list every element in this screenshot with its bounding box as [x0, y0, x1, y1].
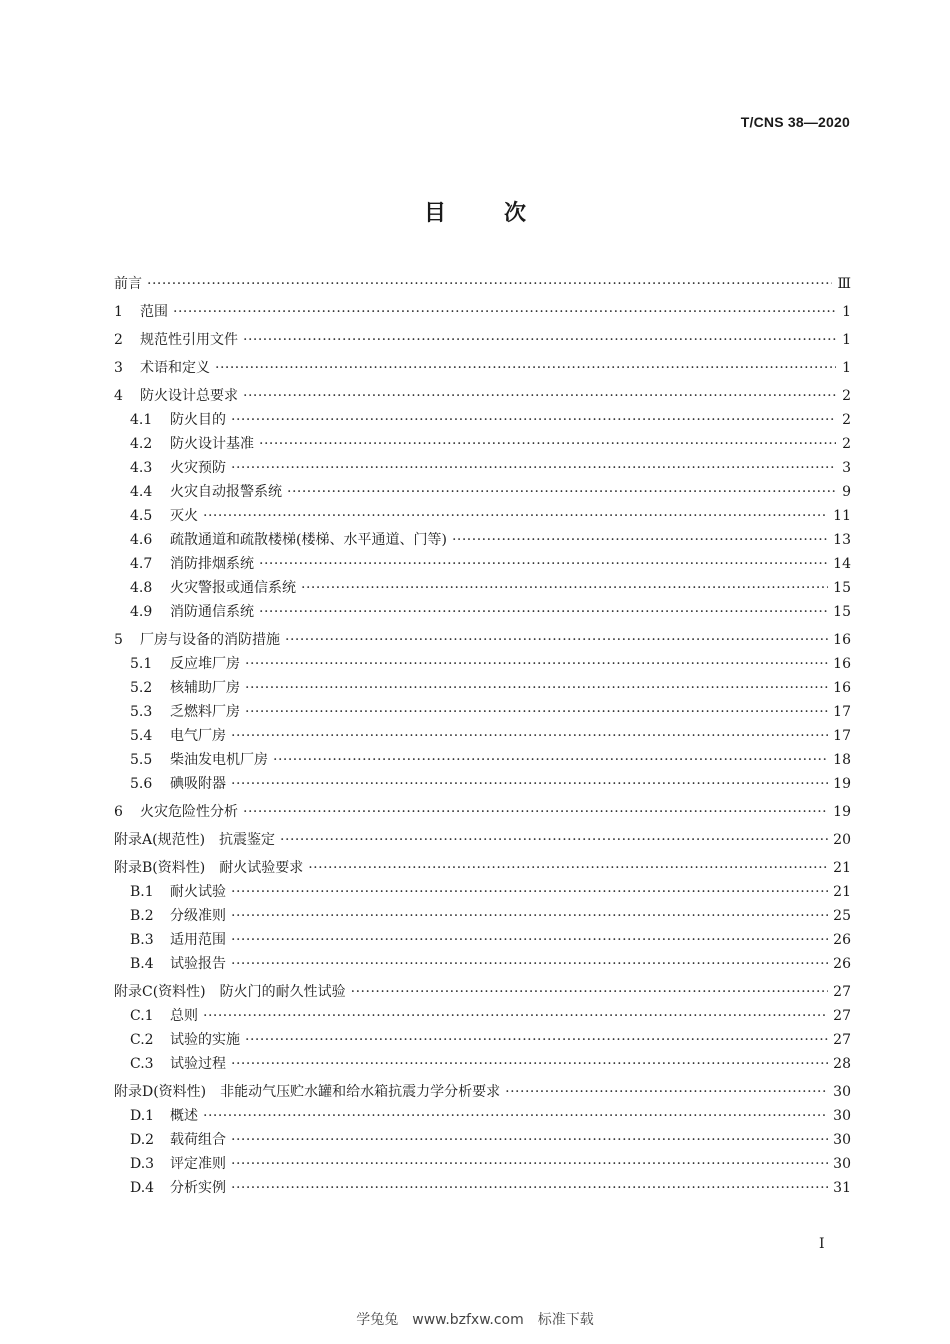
dot-leader [231, 928, 828, 952]
dot-leader [231, 904, 828, 928]
toc-entry-number: C.3 [130, 1056, 154, 1072]
dot-leader [231, 724, 828, 748]
toc-entry-label: 火灾自动报警系统 [170, 484, 282, 500]
toc-entry[interactable] [114, 772, 851, 796]
dot-leader [231, 1176, 828, 1200]
toc-entry[interactable] [114, 1004, 851, 1028]
toc-entry-label: 范围 [140, 304, 168, 320]
toc-entry-number: 4.1 [130, 412, 153, 428]
toc-entry[interactable] [114, 800, 851, 824]
toc-entry-page: 26 [833, 956, 851, 972]
toc-entry-number: D.4 [130, 1180, 155, 1196]
toc-entry-page: 9 [842, 484, 851, 500]
toc-entry[interactable] [114, 328, 851, 352]
toc-entry-number: 1 [114, 304, 123, 320]
toc-entry-number: 4.4 [130, 484, 153, 500]
toc-entry-label: 概述 [170, 1108, 198, 1124]
dot-leader [245, 1028, 828, 1052]
dot-leader [259, 600, 828, 624]
dot-leader [259, 432, 836, 456]
toc-entry[interactable] [114, 828, 851, 852]
toc-entry-label: 防火目的 [170, 412, 226, 428]
toc-entry-page: Ⅲ [837, 276, 851, 292]
dot-leader [231, 456, 836, 480]
toc-entry-number: 5 [114, 632, 123, 648]
toc-entry-label: 柴油发电机厂房 [170, 752, 268, 768]
toc-entry-number: 3 [114, 360, 123, 376]
toc-entry-label: 火灾警报或通信系统 [170, 580, 296, 596]
toc-entry[interactable] [114, 576, 851, 600]
dot-leader [245, 700, 828, 724]
standard-code: T/CNS 38—2020 [740, 114, 850, 130]
toc-entry-label: 附录A(规范性) 抗震鉴定 [114, 832, 276, 848]
toc-entry[interactable] [114, 980, 851, 1004]
toc-entry-label: 评定准则 [170, 1156, 226, 1172]
toc-entry-page: 30 [833, 1156, 851, 1172]
toc-entry-label: 厂房与设备的消防措施 [140, 632, 280, 648]
toc-entry-page: 13 [833, 532, 851, 548]
toc-entry-page: 15 [833, 604, 851, 620]
toc-entry-page: 17 [833, 728, 851, 744]
toc-entry[interactable] [114, 1152, 851, 1176]
toc-entry-number: 5.5 [130, 752, 153, 768]
dot-leader [243, 384, 836, 408]
toc-entry-page: 30 [833, 1084, 851, 1100]
dot-leader [203, 504, 828, 528]
toc-entry-page: 27 [833, 984, 851, 1000]
toc-entry[interactable] [114, 356, 851, 380]
toc-entry-number: D.1 [130, 1108, 155, 1124]
toc-entry[interactable] [114, 676, 851, 700]
dot-leader [231, 1052, 828, 1076]
toc-entry-page: 31 [833, 1180, 851, 1196]
toc-entry[interactable] [114, 880, 851, 904]
toc-entry[interactable] [114, 272, 851, 296]
toc-entry-page: 16 [833, 632, 851, 648]
toc-entry-number: B.4 [130, 956, 154, 972]
toc-entry-page: 11 [833, 508, 851, 524]
toc-entry[interactable] [114, 552, 851, 576]
toc-entry-label: 核辅助厂房 [170, 680, 240, 696]
dot-leader [231, 772, 828, 796]
toc-entry-number: 4 [114, 388, 123, 404]
toc-title: 目次 [423, 201, 584, 226]
dot-leader [273, 748, 828, 772]
dot-leader [245, 652, 828, 676]
toc-entry-number: 5.1 [130, 656, 153, 672]
toc-entry-page: 17 [833, 704, 851, 720]
toc-entry-page: 1 [842, 304, 851, 320]
dot-leader [231, 1152, 828, 1176]
toc-entry-page: 19 [833, 776, 851, 792]
toc-entry-label: 试验报告 [170, 956, 226, 972]
dot-leader [243, 800, 828, 824]
dot-leader [215, 356, 836, 380]
toc-entry-page: 28 [833, 1056, 851, 1072]
toc-entry-label: 分级准则 [170, 908, 226, 924]
page-number: Ⅰ [819, 1236, 825, 1252]
toc-entry-label: 适用范围 [170, 932, 226, 948]
toc-entry-label: 消防排烟系统 [170, 556, 254, 572]
toc-entry-page: 16 [833, 680, 851, 696]
toc-entry-page: 21 [833, 860, 851, 876]
toc-entry[interactable] [114, 628, 851, 652]
toc-entry[interactable] [114, 600, 851, 624]
toc-entry-label: 术语和定义 [140, 360, 210, 376]
toc-entry-number: 4.6 [130, 532, 153, 548]
toc-entry-page: 3 [842, 460, 851, 476]
dot-leader [147, 272, 832, 296]
toc-entry-label: 火灾预防 [170, 460, 226, 476]
toc-entry-page: 16 [833, 656, 851, 672]
toc-entry-number: 5.2 [130, 680, 153, 696]
toc-entry-label: 附录D(资料性) 非能动气压贮水罐和给水箱抗震力学分析要求 [114, 1084, 501, 1100]
toc-entry-label: 灭火 [170, 508, 198, 524]
toc-entry-number: 5.4 [130, 728, 153, 744]
toc-entry-page: 1 [842, 360, 851, 376]
toc-entry-page: 2 [842, 412, 851, 428]
toc-entry-label: 消防通信系统 [170, 604, 254, 620]
toc-entry-page: 30 [833, 1132, 851, 1148]
toc-entry-page: 27 [833, 1008, 851, 1024]
toc-entry-number: B.2 [130, 908, 154, 924]
toc-entry-page: 2 [842, 388, 851, 404]
toc-entry[interactable] [114, 724, 851, 748]
toc-entry[interactable] [114, 700, 851, 724]
dot-leader [351, 980, 829, 1004]
toc-entry-number: 4.3 [130, 460, 153, 476]
dot-leader [287, 480, 836, 504]
toc-entry-label: 附录C(资料性) 防火门的耐久性试验 [114, 984, 346, 1000]
toc-entry[interactable] [114, 1028, 851, 1052]
toc-entry-number: 6 [114, 804, 123, 820]
toc-entry-page: 2 [842, 436, 851, 452]
toc-entry-page: 1 [842, 332, 851, 348]
toc-entry[interactable] [114, 928, 851, 952]
toc-entry-page: 15 [833, 580, 851, 596]
toc-entry-label: 电气厂房 [170, 728, 226, 744]
toc-entry-number: D.2 [130, 1132, 155, 1148]
toc-entry-page: 18 [833, 752, 851, 768]
toc-entry[interactable] [114, 528, 851, 552]
dot-leader [505, 1080, 828, 1104]
dot-leader [243, 328, 836, 352]
toc-entry-label: 耐火试验 [170, 884, 226, 900]
toc-entry-number: 4.9 [130, 604, 153, 620]
toc-entry[interactable] [114, 1128, 851, 1152]
toc-entry-page: 27 [833, 1032, 851, 1048]
toc-entry-number: 5.6 [130, 776, 153, 792]
toc-entry-label: 疏散通道和疏散楼梯(楼梯、水平通道、门等) [170, 532, 447, 548]
watermark-text: 学兔兔 www.bzfxw.com 标准下载 [356, 1312, 594, 1328]
toc-entry[interactable] [114, 1052, 851, 1076]
toc-entry-label: 碘吸附器 [170, 776, 226, 792]
toc-entry-label: 火灾危险性分析 [140, 804, 238, 820]
toc-entry[interactable] [114, 300, 851, 324]
toc-entry[interactable] [114, 1104, 851, 1128]
toc-entry[interactable] [114, 904, 851, 928]
dot-leader [308, 856, 828, 880]
toc-entry-page: 30 [833, 1108, 851, 1124]
toc-entry-number: D.3 [130, 1156, 155, 1172]
toc-entry[interactable] [114, 480, 851, 504]
toc-entry[interactable] [114, 1176, 851, 1200]
toc-entry-label: 附录B(资料性) 耐火试验要求 [114, 860, 304, 876]
toc-entry-label: 载荷组合 [170, 1132, 226, 1148]
toc-entry-label: 规范性引用文件 [140, 332, 238, 348]
dot-leader [173, 300, 836, 324]
toc-entry-label: 总则 [170, 1008, 198, 1024]
toc-entry-number: 4.2 [130, 436, 153, 452]
dot-leader [259, 552, 828, 576]
toc-entry[interactable] [114, 456, 851, 480]
toc-entry[interactable] [114, 384, 851, 408]
dot-leader [203, 1104, 828, 1128]
toc-entry-page: 19 [833, 804, 851, 820]
dot-leader [285, 628, 828, 652]
toc-entry[interactable] [114, 856, 851, 880]
table-of-contents [114, 272, 851, 1200]
dot-leader [231, 408, 836, 432]
toc-entry-number: C.1 [130, 1008, 154, 1024]
toc-entry-label: 分析实例 [170, 1180, 226, 1196]
toc-entry-label: 反应堆厂房 [170, 656, 240, 672]
toc-entry-number: B.1 [130, 884, 154, 900]
toc-entry-number: B.3 [130, 932, 154, 948]
toc-entry-number: 4.8 [130, 580, 153, 596]
toc-entry[interactable] [114, 952, 851, 976]
dot-leader [231, 952, 828, 976]
dot-leader [245, 676, 828, 700]
dot-leader [452, 528, 828, 552]
toc-entry[interactable] [114, 1080, 851, 1104]
toc-entry-page: 20 [833, 832, 851, 848]
dot-leader [203, 1004, 828, 1028]
toc-entry[interactable] [114, 748, 851, 772]
toc-entry-label: 防火设计基准 [170, 436, 254, 452]
dot-leader [301, 576, 828, 600]
dot-leader [231, 880, 828, 904]
toc-entry[interactable] [114, 504, 851, 528]
toc-entry-label: 试验的实施 [170, 1032, 240, 1048]
toc-entry-page: 25 [833, 908, 851, 924]
toc-entry-number: 4.5 [130, 508, 153, 524]
dot-leader [280, 828, 828, 852]
toc-entry-number: 4.7 [130, 556, 153, 572]
toc-entry[interactable] [114, 432, 851, 456]
toc-entry-number: 5.3 [130, 704, 153, 720]
toc-entry-page: 26 [833, 932, 851, 948]
toc-entry[interactable] [114, 408, 851, 432]
toc-entry[interactable] [114, 652, 851, 676]
toc-entry-number: 2 [114, 332, 123, 348]
dot-leader [231, 1128, 828, 1152]
toc-entry-label: 防火设计总要求 [140, 388, 238, 404]
toc-entry-page: 14 [833, 556, 851, 572]
toc-entry-page: 21 [833, 884, 851, 900]
toc-entry-label: 试验过程 [170, 1056, 226, 1072]
toc-entry-label: 乏燃料厂房 [170, 704, 240, 720]
toc-entry-number: C.2 [130, 1032, 154, 1048]
toc-entry-label: 前言 [114, 276, 142, 292]
